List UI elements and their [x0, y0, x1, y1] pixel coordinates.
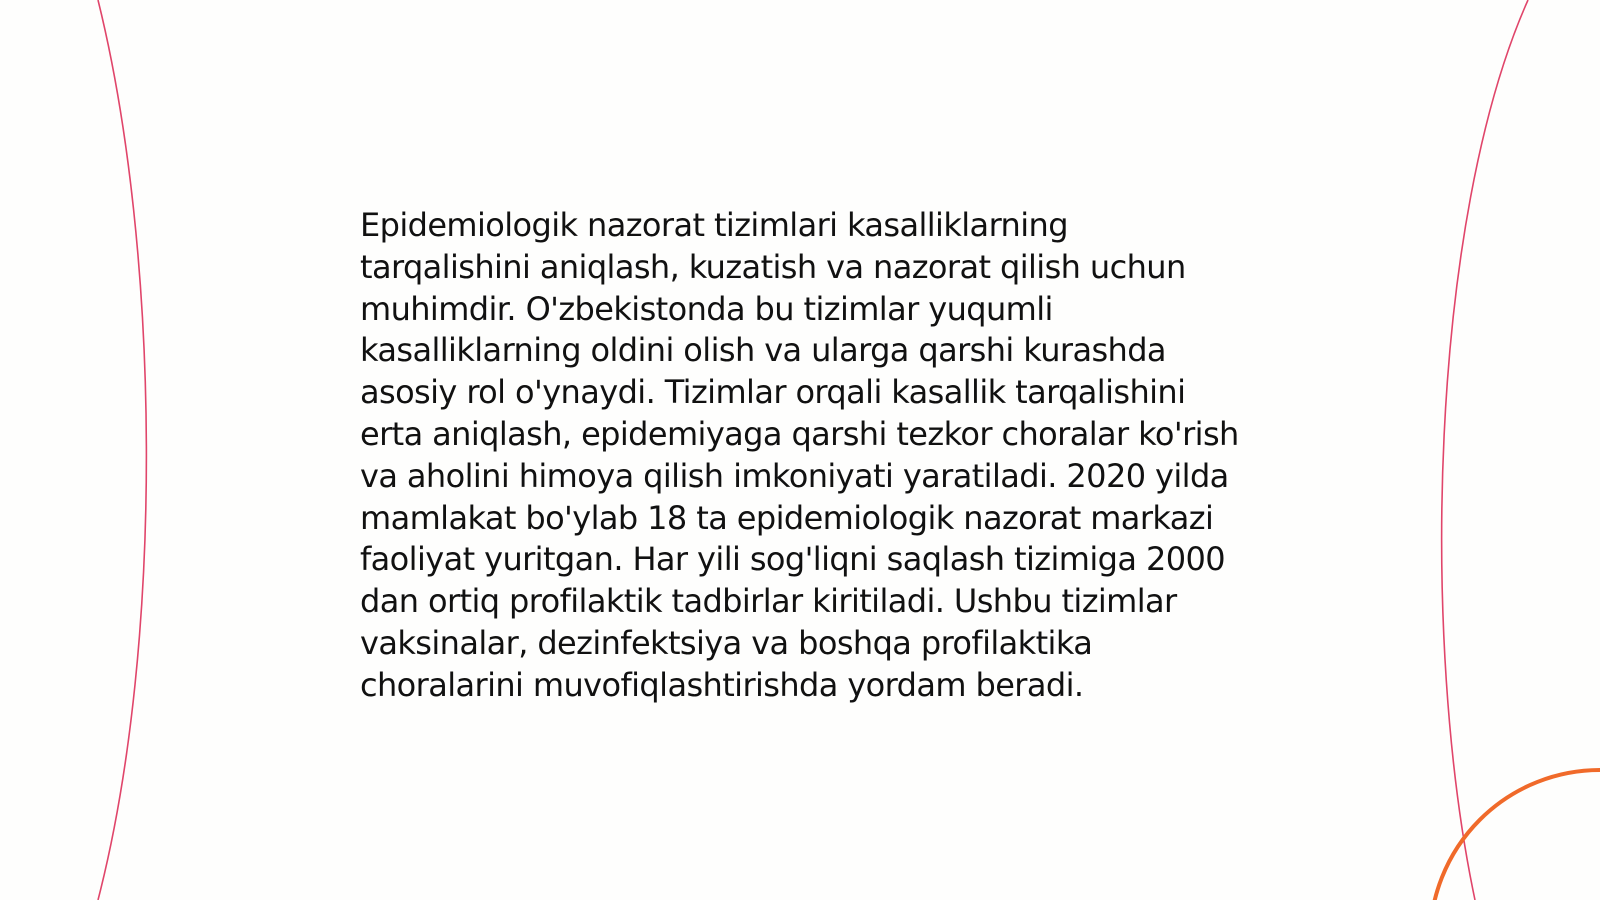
left-curve-line [98, 0, 146, 900]
right-curve-line [1442, 0, 1528, 900]
accent-circle-outline [1430, 770, 1600, 900]
slide-body-paragraph: Epidemiologik nazorat tizimlari kasalliklarning tarqalishini aniqlash, kuzatish va nazorat qilish uchun muhimdir. O'zbekistonda bu tizimlar yuqumli kasalliklarning oldini olish va ularga qarshi kurashda asosiy rol o'ynaydi. Tizimlar orqali kasallik tarqalishini erta aniqlash, epidemiyaga qarshi tezkor choralar ko'rish va aholini himoya qilish imkoniyati yaratiladi. 2020 yilda mamlakat bo'ylab 18 ta epidemiologik nazorat markazi faoliyat yuritgan. Har yili sog'liqni saqlash tizimiga 2000 dan ortiq profilaktik tadbirlar kiritiladi. Ushbu tizimlar vaksinalar, dezinfektsiya va boshqa profilaktika choralarini muvofiqlashtirishda yordam beradi. [360, 206, 1239, 704]
